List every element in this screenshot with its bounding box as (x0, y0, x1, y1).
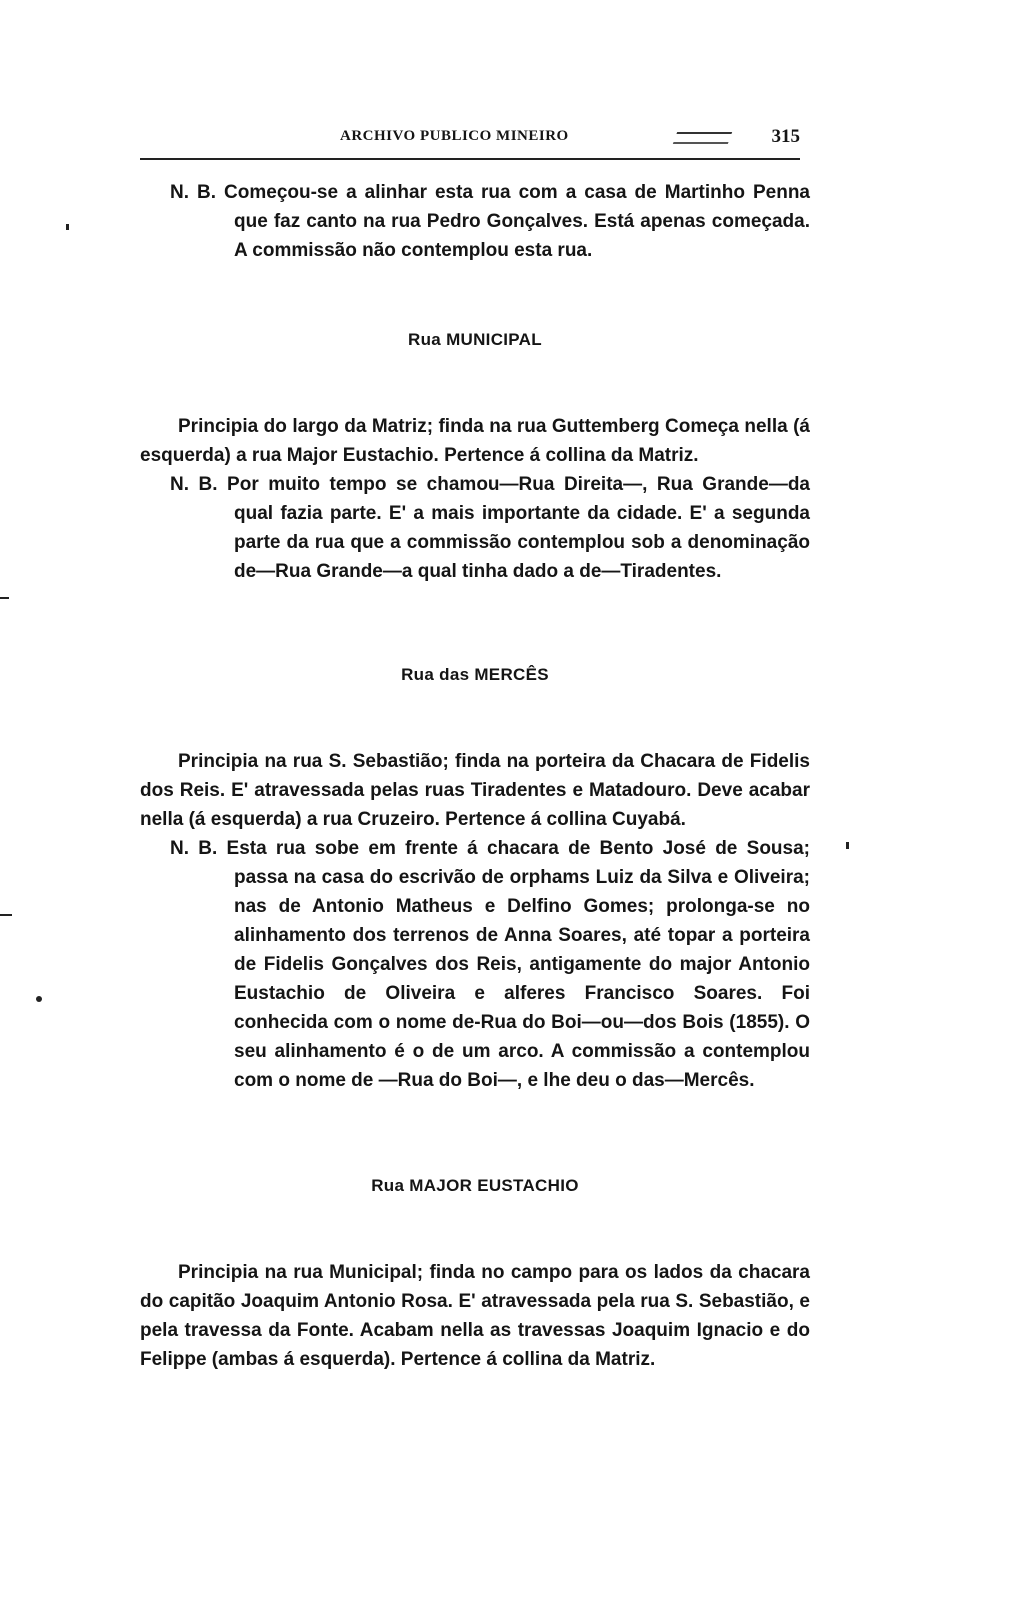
margin-mark (0, 597, 9, 599)
section-title-major-eustachio: Rua MAJOR EUSTACHIO (371, 1176, 579, 1195)
paragraph-major-eustachio: Principia na rua Municipal; finda no campo para os lados da chacara do capitão Joaquim Antonio Rosa. E' atravessada pela rua S. Sebastião, e pela travessa da Fonte. Acabam nella as travessas Joaquim Ignacio e do Felippe (ambas á esquerda). Pertence á collina da Matriz. (140, 1262, 810, 1370)
paragraph-municipal: Principia do largo da Matriz; finda na rua Guttemberg Começa nella (á esquerda) a rua Major Eustachio. Pertence á collina da Matriz. (140, 416, 810, 466)
page-content (140, 176, 810, 1374)
running-title: ARCHIVO PUBLICO MINEIRO (340, 128, 569, 144)
margin-mark (846, 842, 849, 849)
margin-mark (0, 914, 12, 916)
header-ornament (673, 132, 732, 144)
intro-note: N. B. Começou-se a alinhar esta rua com a casa de Martinho Penna que faz canto na rua Pedro Gonçalves. Está apenas começada. A commissão não contemplou esta rua. (170, 182, 810, 261)
paragraph-merces: Principia na rua S. Sebastião; finda na porteira da Chacara de Fidelis dos Reis. E' atravessada pelas ruas Tiradentes e Matadouro. Deve acabar nella (á esquerda) a rua Cruzeiro. Pertence á collina Cuyabá. (140, 751, 810, 830)
page-number: 315 (771, 126, 800, 147)
header-rule (140, 158, 800, 160)
section-title-merces: Rua das MERCÊS (401, 665, 549, 684)
note-municipal: N. B. Por muito tempo se chamou—Rua Direita—, Rua Grande—da qual fazia parte. E' a mais importante da cidade. E' a segunda parte da rua que a commissão contemplou sob a denominação de—Rua Grande—a qual tinha dado a de—Tiradentes. (170, 474, 810, 582)
section-title-municipal: Rua MUNICIPAL (408, 330, 542, 349)
margin-mark (36, 996, 42, 1002)
page-header (140, 128, 800, 162)
note-merces: N. B. Esta rua sobe em frente á chacara de Bento José de Sousa; passa na casa do escrivão de orphams Luiz da Silva e Oliveira; nas de Antonio Matheus e Delfino Gomes; prolonga-se no alinhamento dos terrenos de Anna Soares, até topar a porteira de Fidelis Gonçalves dos Reis, antigamente do major Antonio Eustachio de Oliveira e alferes Francisco Soares. Foi conhecida com o nome de-Rua do Boi—ou—dos Bois (1855). O seu alinhamento é o de um arco. A commissão a contemplou com o nome de —Rua do Boi—, e lhe deu o das—Mercês. (170, 838, 810, 1091)
margin-mark (66, 224, 69, 230)
